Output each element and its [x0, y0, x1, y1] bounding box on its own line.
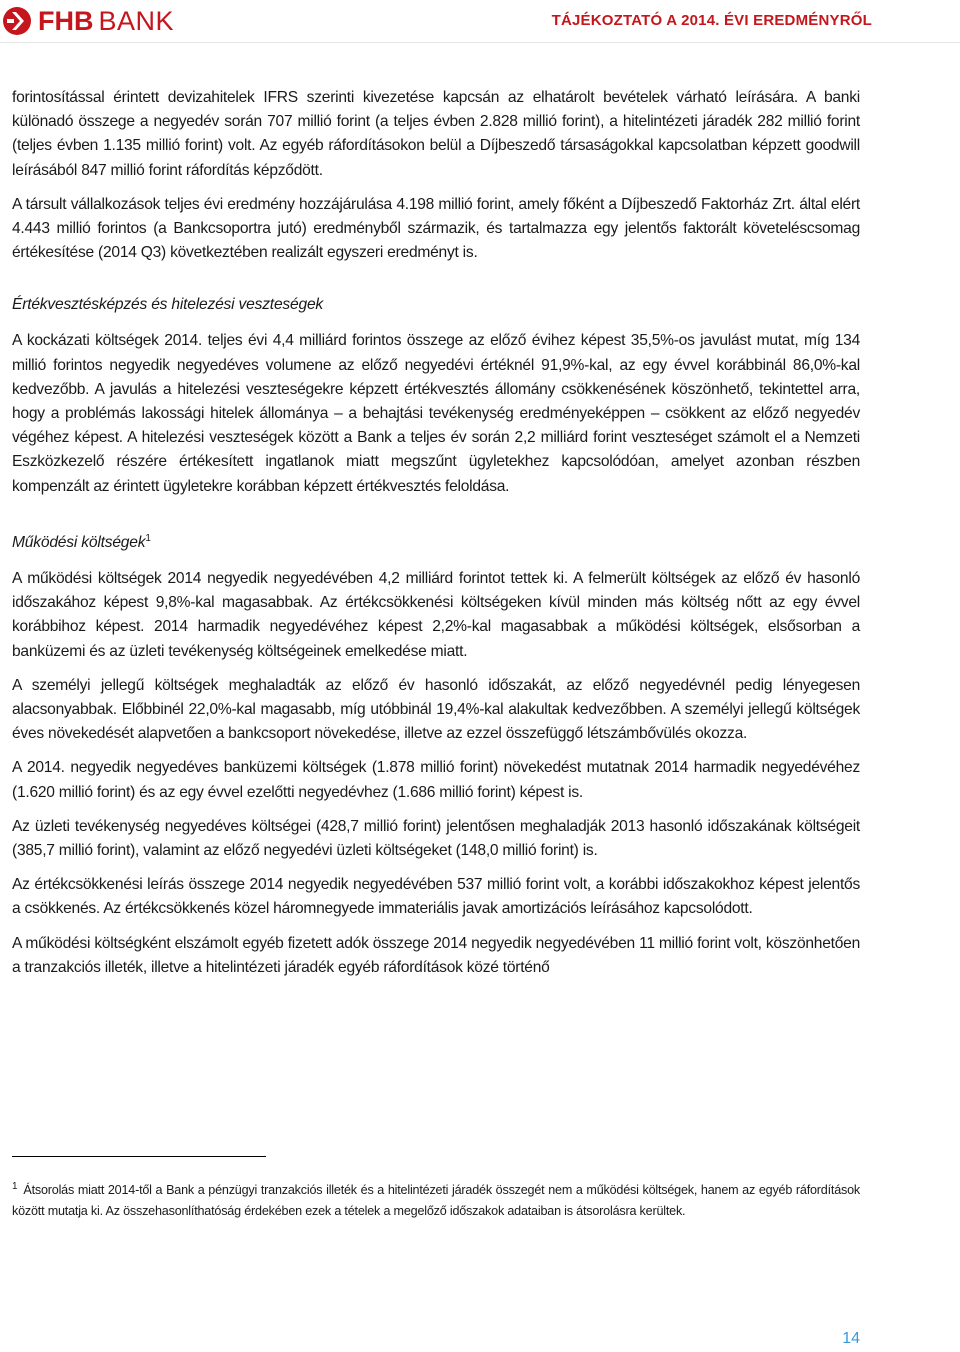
footnote-reference[interactable]: 1: [145, 532, 151, 544]
paragraph: A működési költségként elszámolt egyéb fizetett adók összege 2014 negyedik negyedévében 11 millió forint volt, köszönhetően a tranzakciós illeték, illetve a hitelintézeti járadék egyéb ráfordítások közé történő: [12, 934, 860, 976]
fhb-logo-icon: [2, 6, 32, 36]
fhb-bank-logo: [2, 4, 174, 38]
document-title: TÁJÉKOZTATÓ A 2014. ÉVI EREDMÉNYRŐL: [551, 12, 872, 29]
section-heading-impairment: [12, 293, 860, 317]
footnote-divider: [12, 1156, 266, 1157]
paragraph: Az üzleti tevékenység negyedéves költségei (428,7 millió forint) jelentősen meghaladják 2013 hasonló időszakának költségeit (385,7 millió forint), valamint az előző negyedévi üzleti költségeket (148,0 millió forint) is.: [12, 817, 860, 860]
section-heading-text: Értékvesztésképzés és hitelezési veszteségek: [12, 296, 324, 314]
footnote-number: 1: [12, 1180, 18, 1192]
footnote: [12, 1180, 860, 1221]
page-header: [0, 0, 960, 42]
logo-bank-text: BANK: [98, 5, 175, 36]
paragraph: forintosítással érintett devizahitelek IFRS szerinti kivezetése kapcsán az elhatárolt bevételek várható leírására. A banki különadó összege a negyedév során 707 millió forint (a teljes évben 2.828 millió forint), a hitelintézeti járadék 282 millió forint (teljes évben 1.135 millió forint) volt. Az egyéb ráfordításokon belül a Díjbeszedő társaságokkal kapcsolatban képzett goodwill leírásából 847 millió forint ráfordítás képződött.: [12, 89, 860, 179]
paragraph: Az értékcsökkenési leírás összege 2014 negyedik negyedévében 537 millió forint volt, a korábbi időszakokhoz képest jelentős a csökkenés. Az értékcsökkenés közel háromnegyede immateriális javak amortizációs leírásához kapcsolódott.: [12, 876, 860, 918]
paragraph: A működési költségek 2014 negyedik negyedévében 4,2 milliárd forintot tettek ki. A felmerült költségek az előző év hasonló időszakához képest 9,8%-kal magasabbak. Az értékcsökkenési költségeken kívül minden más költség nőtt az egy évvel korábbihoz képest. 2014 harmadik negyedévéhez képest 2,2%-kal magasabbak a működési költségek, elsősorban a banküzemi és az üzleti tevékenység költségeinek emelkedése miatt.: [12, 570, 860, 660]
logo-fhb-text: FHB: [38, 5, 94, 36]
page-number: 14: [842, 1330, 860, 1347]
paragraph: A társult vállalkozások teljes évi eredmény hozzájárulása 4.198 millió forint, amely főként a Díjbeszedő Faktorház Zrt. által elért 4.443 millió forintos (a Bankcsoportra jutó) eredményből származik, és tartalmazza egy jelentős faktorált követeléscsomag értékesítése (2014 Q3) következtében realizált egyszeri eredményt is.: [12, 195, 860, 262]
paragraph: A személyi jellegű költségek meghaladták az előző év hasonló időszakát, az előző negyedévnél pedig lényegesen alacsonyabbak. Előbbinél 22,0%-kal magasabb, míg utóbbinál 19,4%-kal alakultak kedvezőbben. A személyi jellegű költségek éves növekedését alapvetően a bankcsoport növekedése, illetve az ezzel összefüggő létszámbővülés okozza.: [12, 676, 860, 743]
paragraph: A kockázati költségek 2014. teljes évi 4,4 milliárd forintos összege az előző évihez képest 35,5%-os javulást mutat, míg 134 millió forintos negyedik negyedéves volumene az előző negyedévi értéknél 91,9%-kal, az egy évvel korábbinál 86,0%-kal kedvezőbb. A javulás a hitelezési veszteségekre képzett értékvesztés állomány csökkenésének köszönhető, tekintettel arra, hogy a problémás lakossági hitelek állománya – a behajtási tevékenység eredményeképpen – csökkent az előző negyedév végéhez képest. A hitelezési veszteségek között a Bank a teljes év során 2,2 milliárd forint veszteséget számolt el a Nemzeti Eszközkezelő részére értékesített ingatlanok miatt megszűnt ügyletekhez kapcsolódóan, amelyet azonban részben kompenzált az érintett ügyletekre korábban képzett értékvesztés feloldása.: [12, 332, 860, 495]
section-heading-operating-costs: [12, 527, 860, 555]
paragraph: A 2014. negyedik negyedéves banküzemi költségek (1.878 millió forint) növekedést mutatnak 2014 harmadik negyedévéhez (1.620 millió forint) és az egy évvel ezelőtti negyedévhez (1.686 millió forint) képest is.: [12, 759, 860, 801]
header-divider: [0, 42, 960, 43]
document-body: [12, 86, 860, 990]
section-heading-text: Működési költségek: [12, 534, 146, 552]
footnote-text: Átsorolás miatt 2014-től a Bank a pénzügyi tranzakciós illeték és a hitelintézeti járadék összegét nem a működési költségek, hanem az egyéb ráfordítások között mutatja ki. Az összehasonlíthatóság érdekében ezek a tételek a megelőző időszakok adataiban is átsorolásra kerültek.: [12, 1183, 860, 1218]
